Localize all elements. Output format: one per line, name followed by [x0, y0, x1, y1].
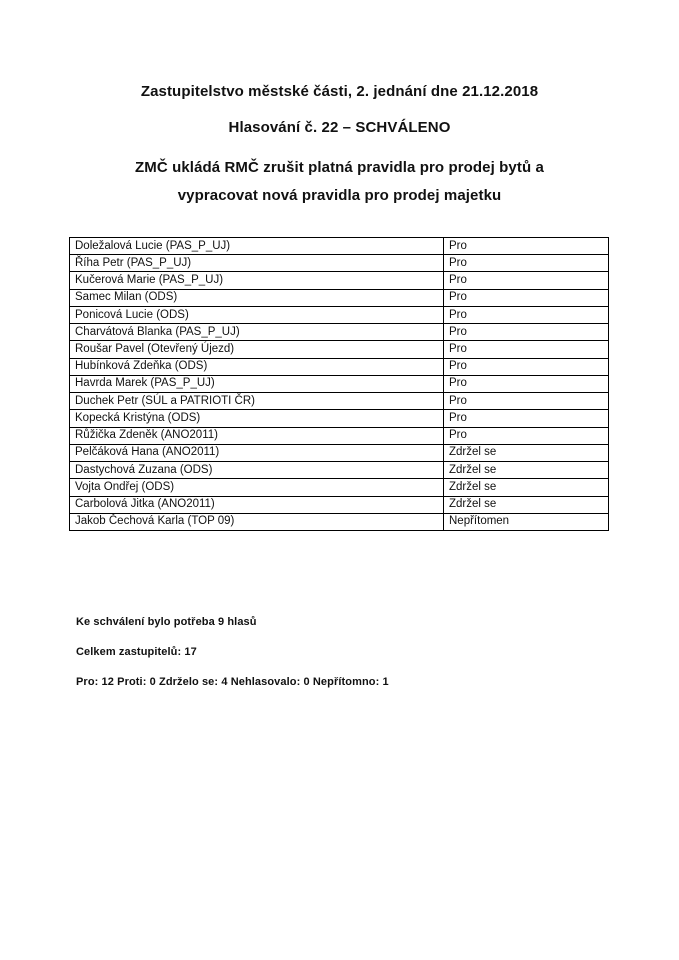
resolution-text — [40, 154, 639, 210]
vote-value: Pro — [444, 306, 609, 323]
table-row — [70, 479, 609, 496]
vote-value: Pro — [444, 255, 609, 272]
voter-name: Roušar Pavel (Otevřený Újezd) — [70, 341, 444, 358]
table-row — [70, 341, 609, 358]
vote-value: Pro — [444, 410, 609, 427]
table-row — [70, 393, 609, 410]
voter-name: Dastychová Zuzana (ODS) — [70, 462, 444, 479]
vote-value: Pro — [444, 272, 609, 289]
table-row — [70, 444, 609, 461]
voter-name: Vojta Ondřej (ODS) — [70, 479, 444, 496]
table-row — [70, 324, 609, 341]
vote-value: Zdržel se — [444, 496, 609, 513]
table-row — [70, 358, 609, 375]
vote-value: Pro — [444, 358, 609, 375]
vote-value: Pro — [444, 427, 609, 444]
voter-name: Doležalová Lucie (PAS_P_UJ) — [70, 238, 444, 255]
resolution-text-line1: ZMČ ukládá RMČ zrušit platná pravidla pro prodej bytů a — [135, 159, 544, 176]
total-members-note: Celkem zastupitelů: 17 — [76, 646, 197, 658]
voter-name: Charvátová Blanka (PAS_P_UJ) — [70, 324, 444, 341]
vote-value: Zdržel se — [444, 444, 609, 461]
vote-value: Nepřítomen — [444, 513, 609, 530]
voter-name: Havrda Marek (PAS_P_UJ) — [70, 375, 444, 392]
voting-table-body — [70, 238, 609, 531]
voter-name: Jakob Čechová Karla (TOP 09) — [70, 513, 444, 530]
table-row — [70, 306, 609, 323]
vote-value: Zdržel se — [444, 479, 609, 496]
table-row — [70, 513, 609, 530]
voter-name: Carbolová Jitka (ANO2011) — [70, 496, 444, 513]
table-row — [70, 255, 609, 272]
table-row — [70, 375, 609, 392]
table-row — [70, 289, 609, 306]
voter-name: Hubínková Zdeňka (ODS) — [70, 358, 444, 375]
voter-name: Růžička Zdeněk (ANO2011) — [70, 427, 444, 444]
table-row — [70, 427, 609, 444]
vote-value: Pro — [444, 324, 609, 341]
vote-value: Pro — [444, 375, 609, 392]
vote-value: Pro — [444, 341, 609, 358]
voter-name: Kučerová Marie (PAS_P_UJ) — [70, 272, 444, 289]
vote-value: Zdržel se — [444, 462, 609, 479]
voter-name: Kopecká Kristýna (ODS) — [70, 410, 444, 427]
table-row — [70, 238, 609, 255]
voter-name: Samec Milan (ODS) — [70, 289, 444, 306]
vote-value: Pro — [444, 238, 609, 255]
quorum-note: Ke schválení bylo potřeba 9 hlasů — [76, 616, 257, 628]
table-row — [70, 410, 609, 427]
voting-table — [69, 237, 609, 531]
resolution-text-line2: vypracovat nová pravidla pro prodej majetku — [177, 187, 502, 204]
voter-name: Ponicová Lucie (ODS) — [70, 306, 444, 323]
vote-value: Pro — [444, 289, 609, 306]
voter-name: Pelčáková Hana (ANO2011) — [70, 444, 444, 461]
vote-tally-note: Pro: 12 Proti: 0 Zdrželo se: 4 Nehlasovalo: 0 Nepřítomno: 1 — [76, 676, 389, 688]
vote-value: Pro — [444, 393, 609, 410]
table-row — [70, 496, 609, 513]
table-row — [70, 462, 609, 479]
voter-name: Říha Petr (PAS_P_UJ) — [70, 255, 444, 272]
voter-name: Duchek Petr (SÚL a PATRIOTI ČR) — [70, 393, 444, 410]
vote-result-title: Hlasování č. 22 – SCHVÁLENO — [228, 119, 451, 136]
meeting-title: Zastupitelstvo městské části, 2. jednání dne 21.12.2018 — [140, 83, 539, 100]
table-row — [70, 272, 609, 289]
